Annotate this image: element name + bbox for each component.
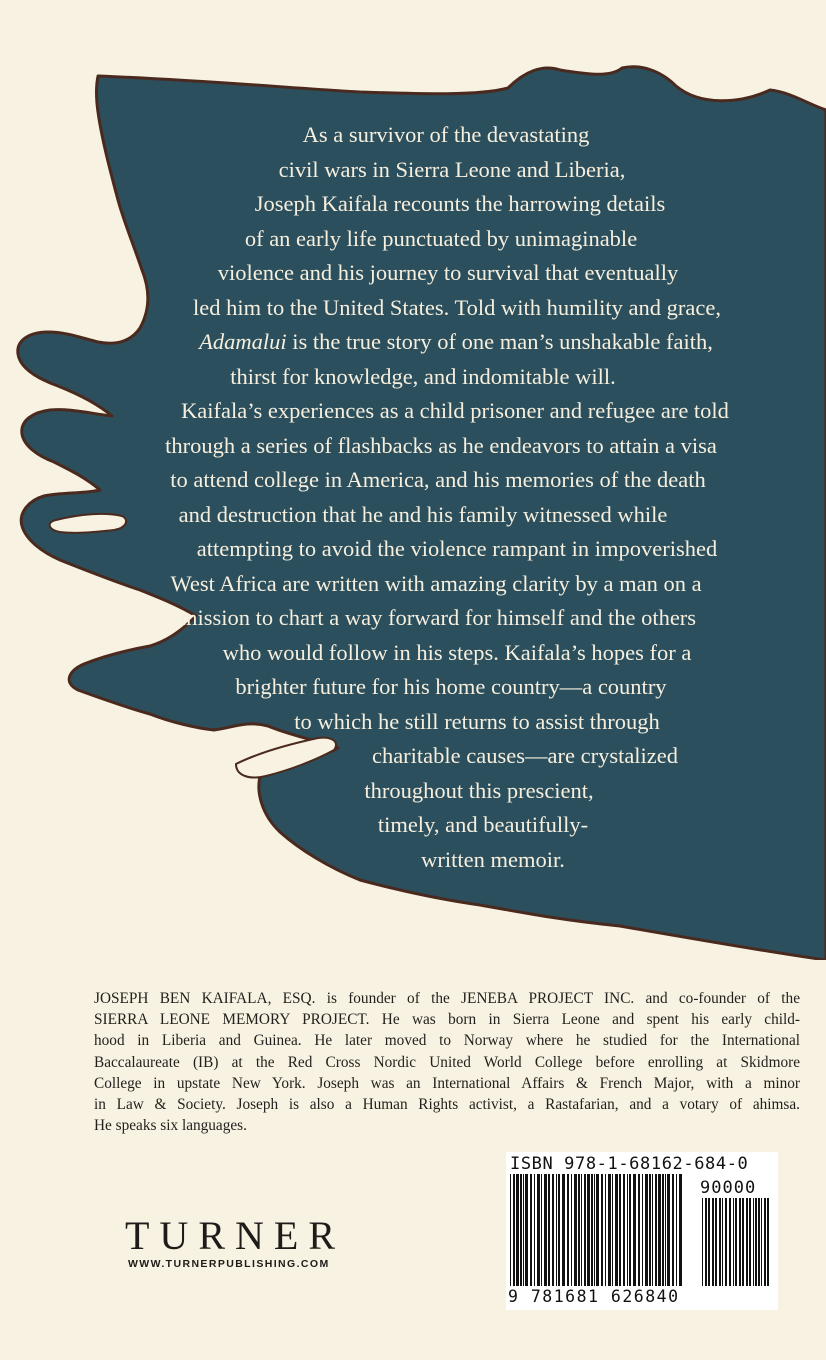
barcode-bar bbox=[594, 1174, 595, 1286]
publisher-logo: TURNER bbox=[125, 1213, 345, 1258]
blurb-line: mission to chart a way forward for himself and the others bbox=[179, 605, 697, 630]
blurb-line: to attend college in America, and his memories of the death bbox=[170, 467, 706, 492]
barcode-bar bbox=[753, 1198, 754, 1286]
blurb-line: Joseph Kaifala recounts the harrowing details bbox=[254, 191, 666, 216]
barcode-bar bbox=[758, 1198, 760, 1286]
barcode-bar bbox=[534, 1174, 535, 1286]
barcode-bar bbox=[574, 1174, 577, 1286]
barcode-bar bbox=[516, 1174, 519, 1286]
blurb-line: civil wars in Sierra Leone and Liberia, bbox=[278, 156, 626, 182]
barcode-bar bbox=[525, 1174, 528, 1286]
barcode-bar bbox=[764, 1198, 766, 1286]
blurb-line: thirst for knowledge, and indomitable will. bbox=[230, 363, 616, 389]
ean-digits: 9 781681 626840 bbox=[508, 1287, 680, 1306]
price-code: 90000 bbox=[700, 1178, 757, 1198]
barcode-bar bbox=[612, 1174, 613, 1286]
barcode-bar bbox=[615, 1174, 618, 1286]
barcode-bar bbox=[596, 1174, 599, 1286]
blurb-line: attempting to avoid the violence rampant in impoverished bbox=[196, 536, 718, 561]
barcode-bar bbox=[749, 1198, 751, 1286]
bio-line: in Law & Society. Joseph is also a Human Rights activist, a Rastafarian, and a votary of ahimsa. bbox=[94, 1096, 800, 1114]
barcode-bar bbox=[767, 1198, 769, 1286]
barcode-bar bbox=[605, 1174, 606, 1286]
barcode-bar bbox=[725, 1198, 727, 1286]
blurb-line: who would follow in his steps. Kaifala’s hopes for a bbox=[222, 639, 692, 665]
barcode-bar bbox=[719, 1198, 721, 1286]
barcode-bar bbox=[649, 1174, 651, 1286]
barcode-bar bbox=[510, 1174, 511, 1286]
barcode-bar bbox=[665, 1174, 666, 1286]
blurb-line: through a series of flashbacks as he endeavors to attain a visa bbox=[165, 432, 717, 458]
barcode-bar bbox=[645, 1174, 648, 1286]
blurb-line bbox=[199, 325, 713, 360]
barcode-bar bbox=[513, 1174, 515, 1286]
barcode-bar bbox=[629, 1174, 631, 1286]
barcode-bar bbox=[739, 1198, 741, 1286]
barcode-bar bbox=[708, 1198, 710, 1286]
author-bio bbox=[94, 988, 800, 1136]
barcode-bar bbox=[627, 1174, 628, 1286]
barcode-bar bbox=[581, 1174, 582, 1286]
blurb-line: to which he still returns to assist through bbox=[294, 708, 660, 734]
barcode-bar bbox=[530, 1174, 532, 1286]
barcode-bar bbox=[672, 1174, 674, 1286]
barcode-bar bbox=[567, 1174, 569, 1286]
bio-line: SIERRA LEONE MEMORY PROJECT. He was born in Sierra Leone and spent his early child- bbox=[94, 1011, 800, 1029]
barcode-bar bbox=[578, 1174, 580, 1286]
barcode-bar bbox=[638, 1174, 640, 1286]
bio-line: JOSEPH BEN KAIFALA, ESQ. is founder of the JENEBA PROJECT INC. and co-founder of the bbox=[94, 990, 800, 1007]
barcode-bar bbox=[755, 1198, 757, 1286]
blurb-line: Kaifala’s experiences as a child prisoner and refugee are told bbox=[181, 398, 729, 423]
book-title: Adamalui bbox=[199, 329, 287, 354]
publisher-url: WWW.TURNERPUBLISHING.COM bbox=[128, 1258, 330, 1270]
barcode-bar bbox=[676, 1174, 677, 1286]
barcode-bar bbox=[552, 1174, 554, 1286]
barcode-bar bbox=[729, 1198, 731, 1286]
barcode-bar bbox=[735, 1198, 737, 1286]
bio-line: College in upstate New York. Joseph was an International Affairs & French Major, with a minor bbox=[94, 1074, 800, 1092]
barcode-bar bbox=[705, 1198, 707, 1286]
blurb-line: written memoir. bbox=[421, 846, 565, 872]
barcode-bar bbox=[548, 1174, 550, 1286]
bio-line: He speaks six languages. bbox=[94, 1117, 247, 1135]
blurb-line: As a survivor of the devastating bbox=[302, 122, 590, 147]
barcode-bar bbox=[642, 1174, 643, 1286]
barcode-bar bbox=[619, 1174, 621, 1286]
barcode-bar bbox=[667, 1174, 670, 1286]
barcode-bar bbox=[544, 1174, 547, 1286]
barcode-bar bbox=[562, 1174, 565, 1286]
barcode-bar bbox=[712, 1198, 714, 1286]
blurb-line: of an early life punctuated by unimaginable bbox=[244, 225, 638, 251]
barcode-bar bbox=[733, 1198, 734, 1286]
barcode-bar bbox=[587, 1174, 590, 1286]
barcode-bar bbox=[702, 1198, 703, 1286]
blurb-line: brighter future for his home country—a country bbox=[235, 674, 667, 699]
blurb-line: led him to the United States. Told with humility and grace, bbox=[193, 294, 721, 320]
barcode-bar bbox=[558, 1174, 560, 1286]
barcode-bar bbox=[520, 1174, 522, 1286]
blurb-line: West Africa are written with amazing clarity by a man on a bbox=[170, 570, 702, 596]
isbn-label: ISBN 978-1-68162-684-0 bbox=[510, 1154, 749, 1174]
barcode-bar bbox=[623, 1174, 625, 1286]
barcode-bar bbox=[761, 1198, 762, 1286]
barcode-bar bbox=[537, 1174, 540, 1286]
barcode-bar bbox=[746, 1198, 748, 1286]
blurb-line: timely, and beautifully- bbox=[377, 812, 589, 837]
barcode-bar bbox=[541, 1174, 542, 1286]
barcode-bar bbox=[715, 1198, 717, 1286]
barcode-bar bbox=[658, 1174, 661, 1286]
barcode-bar bbox=[652, 1174, 653, 1286]
barcode-bar bbox=[584, 1174, 586, 1286]
barcode-bar bbox=[662, 1174, 664, 1286]
blurb-line: violence and his journey to survival that eventually bbox=[217, 260, 679, 285]
barcode-bar bbox=[655, 1174, 657, 1286]
addon-barcode-icon bbox=[700, 1198, 774, 1288]
blurb-line-rest: is the true story of one man’s unshakable faith, bbox=[286, 329, 713, 354]
barcode-bar bbox=[679, 1174, 682, 1286]
barcode-bar bbox=[742, 1198, 744, 1286]
bio-line: hood in Liberia and Guinea. He later moved to Norway where he studied for the International bbox=[94, 1032, 800, 1050]
bio-line: Baccalaureate (IB) at the Red Cross Nordic United World College before enrolling at Skidmore bbox=[94, 1053, 800, 1071]
barcode-bar bbox=[556, 1174, 557, 1286]
barcode-icon bbox=[508, 1174, 684, 1288]
blurb-line: and destruction that he and his family witnessed while bbox=[178, 501, 668, 527]
barcode-bar bbox=[601, 1174, 603, 1286]
barcode-bar bbox=[591, 1174, 593, 1286]
barcode-bar bbox=[633, 1174, 636, 1286]
blurb-line: charitable causes—are crystalized bbox=[371, 743, 679, 768]
blurb-line: throughout this prescient, bbox=[364, 777, 594, 803]
barcode-bar bbox=[722, 1198, 723, 1286]
barcode-bar bbox=[608, 1174, 611, 1286]
barcode-bar bbox=[571, 1174, 572, 1286]
barcode-bar bbox=[523, 1174, 524, 1286]
